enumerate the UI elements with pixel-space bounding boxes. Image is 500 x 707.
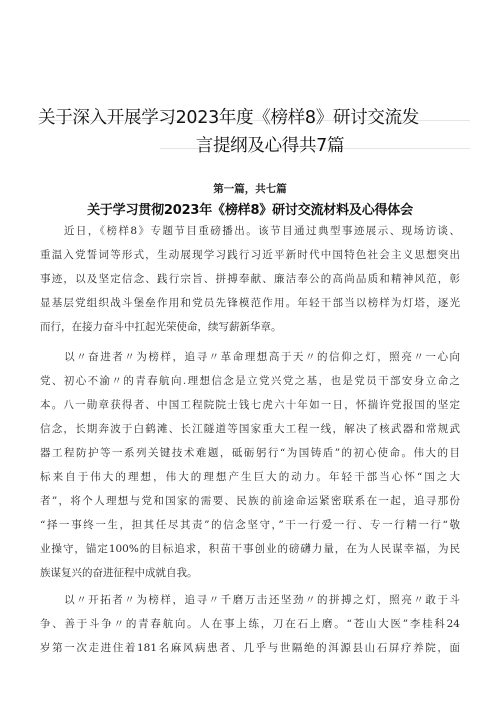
paragraph-line: 以〃奋进者〃为榜样，追寻〃革命理想高于天〃的信仰之灯，照亮〃一心向 <box>40 351 460 363</box>
paragraph-1 <box>40 219 460 339</box>
paragraph-line: 器工程防护等一系列关键技术难题，砥砺躬行“为国铸盾”的初心使命。伟大的目 <box>40 447 460 459</box>
paragraph-3 <box>40 588 460 660</box>
document-title-line-1: 关于深入开展学习2023年度《榜样8》研讨交流发 <box>38 108 419 128</box>
paragraph-line: 以〃开拓者〃为榜样，追寻〃千磨万击还坚劲〃的拼搏之灯，照亮〃敢于斗 <box>40 594 460 606</box>
section-title: 关于学习贯彻2023年《榜样8》研讨交流材料及心得体会 <box>87 203 413 218</box>
section-label: 第一篇，共七篇 <box>213 183 287 195</box>
paragraph-line: 党、初心不渝〃的青春航向.理想信念是立党兴党之基，也是党员干部安身立命之 <box>40 375 460 387</box>
paragraph-line: 业操守，锚定100%的目标追求，积苗干事创业的磅礴力量，在为人民谋幸福，为民 <box>40 543 460 555</box>
paragraph-line: 标来自于伟大的理想，伟大的理想产生巨大的动力。年轻干部当心怀“国之大 <box>40 471 460 483</box>
paragraph-line: 信念，长期奔波于白鹤滩、长江隧道等国家重大工程一线，解决了核武器和常规武 <box>40 423 460 435</box>
paragraph-line: 重温入党誓词等形式，生动展现学习践行习近平新时代中国特色社会主义思想突出 <box>40 249 460 261</box>
paragraph-line: 争、善于斗争〃的青春航向。人在事上练，刀在石上磨。“苍山大医”李桂科24 <box>40 618 460 630</box>
paragraph-line: 岁第一次走进住着181名麻风病患者、几乎与世隔绝的洱源县山石屏疗养院，面 <box>40 642 460 654</box>
document-title-line-2: 言提纲及心得共7篇 <box>195 136 345 156</box>
paragraph-line: 而行，在接力奋斗中扛起光荣使命，续写薪新华章。 <box>40 321 282 333</box>
paragraph-line: 者”，将个人理想与党和国家的需要、民族的前途命运紧密联系在一起，追寻那份 <box>40 495 460 507</box>
paragraph-line: 族谋复兴的奋进征程中成就自我。 <box>40 567 198 579</box>
paragraph-2 <box>40 345 460 585</box>
paragraph-line: “择一事终一生，担其任尽其责”的信念坚守，”干一行爱一行、专一行精一行“敬 <box>40 519 460 531</box>
paragraph-line: 事迹，以及坚定信念、践行宗旨、拼搏奉献、廉洁奉公的高尚品质和精神风范，彰 <box>40 273 460 285</box>
paragraph-line: 显基层党组织战斗堡垒作用和党员先锋模范作用。年轻干部当以榜样为灯塔，逐光 <box>40 297 460 309</box>
paragraph-line: 本。八一勋章获得者、中国工程院院士钱七虎六十年如一日，怀揣许党报国的坚定 <box>40 399 460 411</box>
paragraph-line: 近日，《榜样8》专题节目重磅播出。该节目通过典型事迹展示、现场访谈、 <box>40 225 460 237</box>
